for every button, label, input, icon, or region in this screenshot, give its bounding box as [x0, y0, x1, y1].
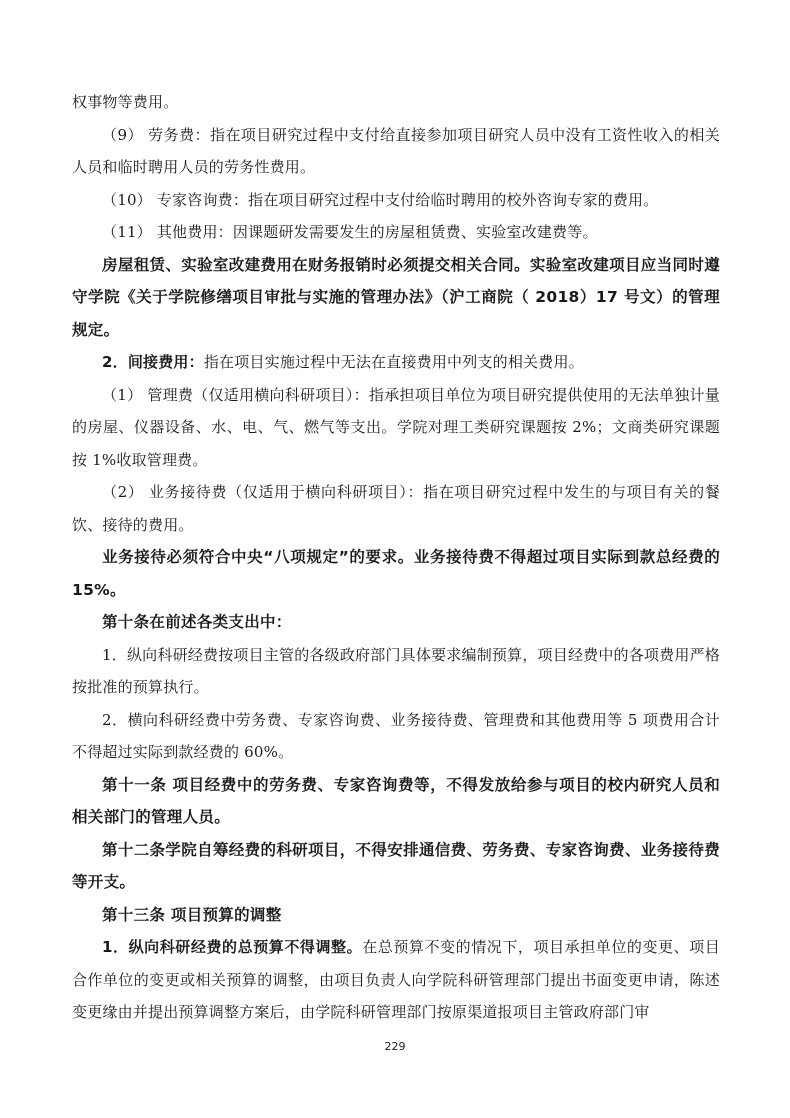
article-12: 第十二条学院自筹经费的科研项目，不得安排通信费、劳务费、专家咨询费、业务接待费等开支。: [72, 840, 720, 891]
paragraph-reception-rule: 业务接待必须符合中央“八项规定”的要求。业务接待费不得超过项目实际到款总经费的 15%。: [72, 548, 720, 599]
paragraph-expert-fee: （10） 专家咨询费：指在项目研究过程中支付给临时聘用的校外咨询专家的费用。: [102, 190, 659, 209]
article-13-item-1-heading: 1．纵向科研经费的总预算不得调整。: [102, 938, 363, 956]
article-10-item-2: 2．横向科研经费中劳务费、专家咨询费、业务接待费、管理费和其他费用等 5 项费用合计不得超过实际到款经费的 60%。: [72, 710, 720, 761]
article-10-heading: 第十条在前述各类支出中：: [102, 613, 292, 631]
indirect-cost-heading: 2．间接费用：: [102, 353, 204, 371]
article-13-heading: 第十三条 项目预算的调整: [102, 905, 282, 924]
article-13-item-1: [72, 931, 720, 1029]
indirect-cost-text: 指在项目实施过程中无法在直接费用中列支的相关费用。: [203, 353, 584, 371]
paragraph-labor-fee: （9） 劳务费：指在项目研究过程中支付给直接参加项目研究人员中没有工资性收入的相关人员和临时聘用人员的劳务性费用。: [72, 125, 720, 176]
paragraph-indirect-cost: [72, 346, 720, 379]
paragraph-rental-rule: 房屋租赁、实验室改建费用在财务报销时必须提交相关合同。实验室改建项目应当同时遵守学院《关于学院修缮项目审批与实施的管理办法》（沪工商院（ 2018）17 号文）的管理规定。: [72, 255, 720, 339]
paragraph-continuation: 权事物等费用。: [72, 93, 179, 111]
paragraph-management-fee: （1） 管理费（仅适用横向科研项目）：指承担项目单位为项目研究提供使用的无法单独计量的房屋、仪器设备、水、电、气、燃气等支出。学院对理工类研究课题按 2%；文商类研究课题按 1%收取管理费。: [72, 385, 720, 469]
article-13-item-1-text: 在总预算不变的情况下，项目承担单位的变更、项目合作单位的变更或相关预算的调整，由项目负责人向学院科研管理部门提出书面变更申请，陈述变更缘由并提出预算调整方案后，由学院科研管理部门按原渠道报项目主管政府部门审: [72, 938, 720, 1021]
paragraph-reception-fee: （2） 业务接待费（仅适用于横向科研项目）：指在项目研究过程中发生的与项目有关的餐饮、接待的费用。: [72, 483, 720, 534]
paragraph-other-fee: （11） 其他费用：因课题研发需要发生的房屋租赁费、实验室改建费等。: [102, 223, 598, 241]
article-10-item-1: 1．纵向科研经费按项目主管的各级政府部门具体要求编制预算，项目经费中的各项费用严格按批准的预算执行。: [72, 645, 720, 696]
document-body: [72, 86, 720, 1029]
page-number: 229: [384, 1040, 406, 1053]
article-11: 第十一条 项目经费中的劳务费、专家咨询费等，不得发放给参与项目的校内研究人员和相关部门的管理人员。: [72, 775, 720, 826]
